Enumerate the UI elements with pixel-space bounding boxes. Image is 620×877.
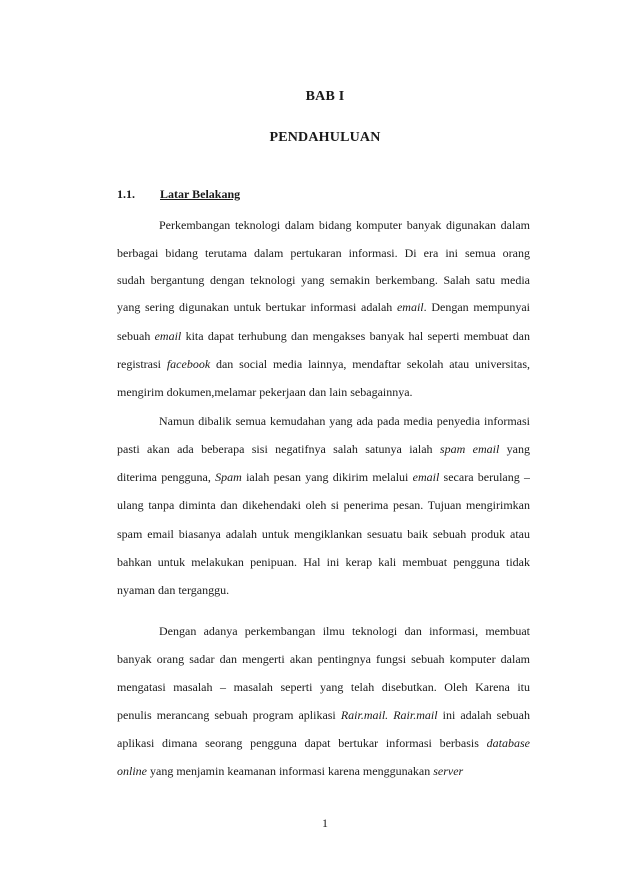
italic-term: online xyxy=(117,764,147,778)
text-run: diterima pengguna, xyxy=(117,470,216,484)
italic-term: spam email xyxy=(439,442,500,456)
paragraph-line xyxy=(117,526,530,543)
italic-term: email xyxy=(412,470,440,484)
text-run: secara berulang – xyxy=(439,470,530,484)
text-run: mengirim dokumen,melamar pekerjaan dan lain sebagainnya. xyxy=(117,385,413,399)
text-run: ialah pesan yang dikirim melalui xyxy=(241,470,413,484)
paragraph-line xyxy=(117,763,530,780)
text-run: aplikasi dimana seorang pengguna dapat bertukar informasi berbasis xyxy=(117,736,487,750)
text-run: kita dapat terhubung dan mengakses banyak hal seperti membuat dan xyxy=(181,329,530,343)
paragraph-line xyxy=(117,554,530,571)
paragraph-line xyxy=(117,272,530,289)
paragraph-line xyxy=(117,582,530,599)
text-run: banyak orang sadar dan mengerti akan pentingnya fungsi sebuah komputer dalam xyxy=(117,652,530,666)
text-run: . Dengan mempunyai xyxy=(423,300,530,314)
text-run: dan social media lainnya, mendaftar sekolah atau universitas, xyxy=(210,357,530,371)
paragraph-line xyxy=(117,469,530,486)
text-run: Namun dibalik semua kemudahan yang ada pada media penyedia informasi xyxy=(159,414,530,428)
paragraph-line xyxy=(117,245,530,262)
section-title: Latar Belakang xyxy=(160,187,241,201)
text-run: bahkan untuk melakukan penipuan. Hal ini kerap kali membuat pengguna tidak xyxy=(117,555,530,569)
paragraph-line xyxy=(117,707,530,724)
page-number: 1 xyxy=(322,816,328,830)
italic-term: email xyxy=(154,329,182,343)
text-run: yang menjamin keamanan informasi karena menggunakan xyxy=(147,764,434,778)
text-run: nyaman dan terganggu. xyxy=(117,583,230,597)
paragraph-line xyxy=(117,735,530,752)
paragraph-line xyxy=(117,356,530,373)
italic-term: Rair.mail. Rair.mail xyxy=(340,708,438,722)
text-run: sudah bergantung dengan teknologi yang semakin berkembang. Salah satu media xyxy=(117,273,530,287)
text-run: ulang tanpa diminta dan dikehendaki oleh si penerima pesan. Tujuan mengirimkan xyxy=(117,498,530,512)
paragraph-line xyxy=(117,384,530,401)
text-run: ini adalah sebuah xyxy=(437,708,530,722)
text-run: yang xyxy=(499,442,530,456)
text-run: spam email biasanya adalah untuk mengiklankan sesuatu baik sebuah produk atau xyxy=(117,527,530,541)
text-run: pasti akan ada beberapa sisi negatifnya salah satunya ialah xyxy=(117,442,440,456)
italic-term: email xyxy=(396,300,424,314)
text-run: penulis merancang sebuah program aplikasi xyxy=(117,708,341,722)
text-run: registrasi xyxy=(117,357,167,371)
text-run: mengatasi masalah – masalah seperti yang telah disebutkan. Oleh Karena itu xyxy=(117,680,530,694)
paragraph-line xyxy=(159,413,530,430)
paragraph-line xyxy=(159,217,530,234)
text-run: Dengan adanya perkembangan ilmu teknologi dan informasi, membuat xyxy=(159,624,530,638)
paragraph-line xyxy=(117,679,530,696)
text-run: Perkembangan teknologi dalam bidang komputer banyak digunakan dalam xyxy=(159,218,530,232)
italic-term: server xyxy=(433,764,464,778)
chapter-label: BAB I xyxy=(305,89,345,104)
section-heading xyxy=(117,187,240,202)
paragraph-line xyxy=(117,441,530,458)
paragraph-line xyxy=(117,651,530,668)
italic-term: database xyxy=(486,736,530,750)
italic-term: Spam xyxy=(215,470,242,484)
paragraph-line xyxy=(117,299,530,316)
chapter-title: PENDAHULUAN xyxy=(269,130,381,145)
italic-term: facebook xyxy=(166,357,211,371)
paragraph-line xyxy=(117,497,530,514)
paragraph-line xyxy=(159,623,530,640)
section-number: 1.1. xyxy=(117,187,135,201)
text-run: yang sering digunakan untuk bertukar informasi adalah xyxy=(117,300,397,314)
text-run: sebuah xyxy=(117,329,155,343)
paragraph-line xyxy=(117,328,530,345)
text-run: berbagai bidang terutama dalam pertukaran informasi. Di era ini semua orang xyxy=(117,246,530,260)
